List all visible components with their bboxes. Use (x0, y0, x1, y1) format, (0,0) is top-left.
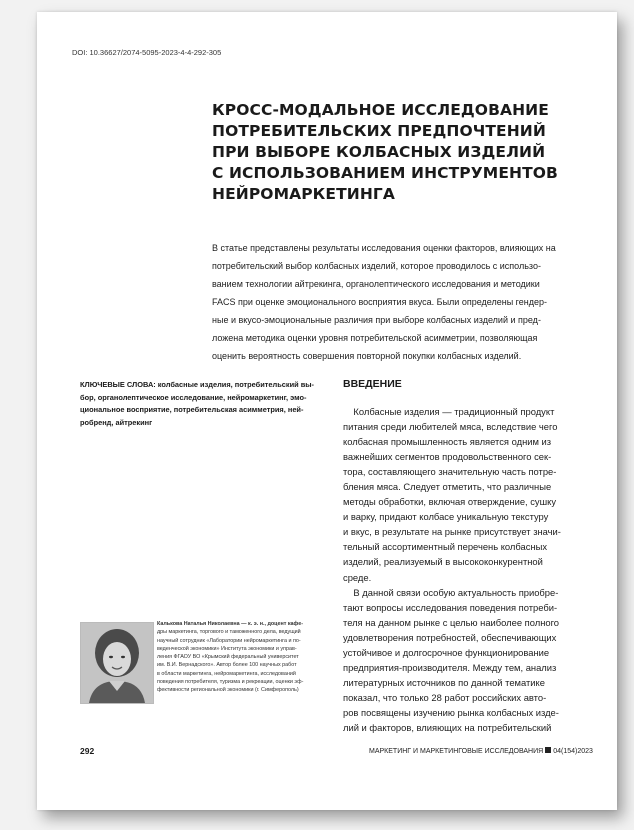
title-line: ПРИ ВЫБОРЕ КОЛБАСНЫХ ИЗДЕЛИЙ (212, 143, 546, 161)
body-line: лий и факторов, влияющих на потребительский (343, 721, 552, 733)
abstract-line: ложена методика оценки уровня потребительской асимметрии, позволяющая (212, 333, 538, 343)
body-line: изделий, реализуемый в высококонкурентной (343, 556, 543, 568)
author-bio-line: поведения потребителя, туризма и рекреации, оценки эф- (157, 678, 304, 685)
footer-journal-name: МАРКЕТИНГ И МАРКЕТИНГОВЫЕ ИССЛЕДОВАНИЯ (369, 748, 544, 755)
body-line: среде. (343, 571, 372, 583)
keywords-line: КЛЮЧЕВЫЕ СЛОВА: колбасные изделия, потребительский вы- (80, 380, 315, 389)
author-bio-line: веденческой экономики» Института экономики и управ- (157, 645, 297, 652)
keywords (80, 379, 332, 429)
keywords-line: робренд, айтрекинг (80, 417, 153, 427)
body-line: важнейших сегментов продовольственного сек- (343, 451, 552, 463)
abstract-line: ванием технологии айтрекинга, органолептического исследования и методики (212, 279, 540, 289)
doi-line: DOI: 10.36627/2074-5095-2023-4-4-292-305 (72, 48, 222, 57)
body-text (343, 404, 608, 735)
body-line: литературных источников по данной тематике (343, 676, 545, 688)
footer-issue: 04(154)2023 (553, 748, 593, 755)
body-line: В данной связи особую актуальность приобре- (343, 586, 559, 598)
body-line: методы обработки, включая отверждение, сушку (343, 496, 557, 508)
body-line: устойчивое и долгосрочное функционирование (343, 646, 550, 658)
body-line: колбасная промышленность является одним из (343, 436, 552, 448)
footer-journal-info (369, 747, 593, 755)
body-line: ров посвящены изучению рынка колбасных изде- (343, 706, 559, 718)
article-title (212, 100, 572, 205)
body-line: тельный ассортиментный перечень колбасных (343, 541, 548, 553)
abstract-line: В статье представлены результаты исследования оценки факторов, влияющих на (212, 243, 556, 253)
body-line: и варку, придают колбасе уникальную текстуру (343, 511, 549, 523)
author-photo (80, 622, 154, 704)
body-line: и вкус, в результате на рынке присутствует значи- (343, 526, 561, 538)
body-line: показал, что только 28 работ российских авто- (343, 691, 547, 703)
abstract-line: оценить вероятность совершения повторной покупки колбасных изделий. (212, 351, 522, 361)
square-bullet-icon (545, 747, 551, 753)
body-line: предприятия-производителя. Между тем, анализ (343, 661, 557, 673)
keywords-line: бор, органолептическое исследование, нейромаркетинг, эмо- (80, 392, 307, 402)
title-line: ПОТРЕБИТЕЛЬСКИХ ПРЕДПОЧТЕНИЙ (212, 122, 546, 140)
page-number: 292 (80, 746, 95, 756)
author-bio (157, 620, 333, 694)
author-bio-line: в области маркетинга, нейромаркетинга, исследований (157, 670, 296, 677)
abstract-line: потребительский выбор колбасных изделий, которое проводилось с использо- (212, 261, 541, 271)
title-line: НЕЙРОМАРКЕТИНГА (212, 185, 395, 203)
body-line: бления мяса. Следует отметить, что различные (343, 481, 552, 493)
abstract (212, 239, 600, 365)
author-bio-line: Калькова Наталья Николаевна — к. э. н., доцент кафе- (157, 621, 303, 627)
body-line: удовлетворения потребностей, обеспечивающих (343, 631, 557, 643)
author-bio-line: ления ФГАОУ ВО «Крымский федеральный университет (157, 654, 299, 660)
author-portrait-icon (81, 623, 153, 703)
abstract-line: FACS при оценке эмоционального восприятия вкуса. Были определены гендер- (212, 297, 547, 307)
abstract-line: ные и вкусо-эмоциональные различия при выборе колбасных изделий и пред- (212, 315, 541, 325)
body-line: теля на данном рынке с целью наиболее полного (343, 616, 560, 628)
section-heading: ВВЕДЕНИЕ (343, 378, 402, 390)
keywords-line: циональное восприятие, потребительская асимметрия, ней- (80, 405, 304, 414)
title-line: КРОСС-МОДАЛЬНОЕ ИССЛЕДОВАНИЕ (212, 101, 549, 119)
body-line: тают вопросы исследования поведения потреби- (343, 601, 558, 613)
title-line: С ИСПОЛЬЗОВАНИЕМ ИНСТРУМЕНТОВ (212, 164, 558, 182)
body-line: питания среди любителей мяса, вследствие чего (343, 421, 558, 433)
author-bio-line: дры маркетинга, торгового и таможенного дела, ведущий (157, 629, 301, 636)
body-line: тора, составляющего значительную часть потре- (343, 466, 557, 478)
author-bio-line: фективности региональной экономики (г. Симферополь) (157, 687, 299, 693)
author-bio-line: научный сотрудник «Лаборатории нейромаркетинга и по- (157, 637, 301, 644)
body-line: Колбасные изделия — традиционный продукт (343, 406, 555, 417)
author-bio-line: им. В.И. Вернадского». Автор более 100 научных работ (157, 662, 297, 669)
